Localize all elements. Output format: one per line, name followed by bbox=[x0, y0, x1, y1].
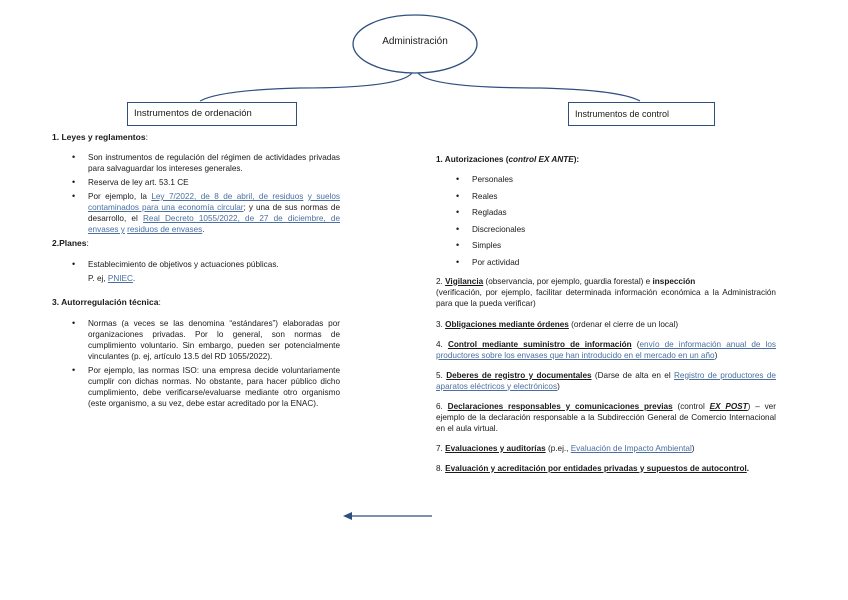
list-item: • Por ejemplo, la Ley 7/2022, de 8 de abril, de residuos y suelos contaminados para una economía circular; y una de sus normas de desarrollo, el Real Decreto 1055/2022, de 27 de diciembre, de envases y residuos de envases. bbox=[66, 191, 340, 235]
item-declaraciones: 6. Declaraciones responsables y comunicaciones previas (control EX POST) – ver ejemplo de la declaración responsable a la Subdirección General de Comercio Internacional en el aula virtual. bbox=[436, 401, 776, 433]
root-node: Administración bbox=[382, 36, 448, 47]
link-suelos-contaminados[interactable]: y suelos contaminados para una economía circular bbox=[88, 192, 340, 212]
item-obligaciones: 3. Obligaciones mediante órdenes (ordenar el cierre de un local) bbox=[436, 319, 679, 329]
planes-example: P. ej, PNIEC. bbox=[88, 274, 136, 283]
section-planes-heading: 2.Planes: bbox=[52, 238, 89, 248]
link-pniec[interactable]: PNIEC bbox=[107, 274, 133, 283]
item-deberes-registro: 5. Deberes de registro y documentales (Darse de alta en el Registro de productores de aparatos eléctricos y electrónicos) bbox=[436, 370, 776, 391]
link-registro-productores[interactable]: Registro de productores de aparatos eléctricos y electrónicos bbox=[436, 370, 776, 391]
list-item: • Reserva de ley art. 53.1 CE bbox=[66, 177, 340, 188]
leyes-list bbox=[66, 152, 340, 235]
list-item: • Discrecionales bbox=[450, 224, 776, 235]
link-evaluacion-impacto[interactable]: Evaluación de Impacto Ambiental bbox=[570, 443, 692, 453]
list-item: • Simples bbox=[450, 240, 776, 251]
list-item: • Reales bbox=[450, 191, 776, 202]
list-item: • Regladas bbox=[450, 207, 776, 218]
right-column bbox=[436, 154, 776, 474]
link-real-decreto-1055[interactable]: Real Decreto 1055/2022, de 27 de diciembre, de envases y bbox=[88, 214, 340, 234]
left-category-box: Instrumentos de ordenación bbox=[127, 102, 297, 126]
item-acreditacion: 8. Evaluación y acreditación por entidades privadas y supuestos de autocontrol. bbox=[436, 463, 750, 473]
planes-list bbox=[66, 259, 340, 270]
left-column bbox=[52, 132, 340, 409]
list-item: • Personales bbox=[450, 174, 776, 185]
item-vigilancia: 2. Vigilancia (observancia, por ejemplo, guardia forestal) e inspección (verificación, por ejemplo, facilitar determinada información económica a la Administración para que la pueda verificar) bbox=[436, 276, 776, 308]
list-item: • Por actividad bbox=[450, 257, 776, 268]
section-leyes-heading: 1. Leyes y reglamentos: bbox=[52, 132, 148, 142]
list-item: • Son instrumentos de regulación del régimen de actividades privadas para salvaguardar los intereses generales. bbox=[66, 152, 340, 174]
autorregulacion-list bbox=[66, 318, 340, 409]
autorizaciones-list bbox=[450, 174, 776, 268]
link-envio-informacion[interactable]: envío de información anual de los productores sobre los envases que han introducido en el mercado en un año bbox=[436, 339, 777, 360]
autorizaciones-heading: 1. Autorizaciones (control EX ANTE): bbox=[436, 155, 580, 164]
section-autorregulacion-heading: 3. Autorregulación técnica: bbox=[52, 297, 161, 307]
list-item: • Por ejemplo, las normas ISO: una empresa decide voluntariamente cumplir con dichas normas. No obstante, para hacer público dicho cumplimiento, debe verificarse/evaluarse mediante otro organismo (este organismo, a su vez, debe estar acreditado por la ENAC). bbox=[66, 365, 340, 409]
list-item: • Establecimiento de objetivos y actuaciones públicas. bbox=[66, 259, 340, 270]
connector-left bbox=[200, 73, 412, 101]
connector-right bbox=[418, 73, 640, 101]
list-item: • Normas (a veces se las denomina “estándares”) elaboradas por organizaciones privadas. Por lo general, son normas de cumplimiento voluntario. Sin embargo, pueden ser potencialmente vinculantes (p. ej, artículo 13.5 del RD 1055/2022). bbox=[66, 318, 340, 362]
right-category-box: Instrumentos de control bbox=[568, 102, 715, 126]
item-suministro-informacion: 4. Control mediante suministro de información (envío de información anual de los productores sobre los envases que han introducido en el mercado en un año) bbox=[436, 339, 777, 360]
arrow-head bbox=[343, 512, 352, 520]
item-evaluaciones: 7. Evaluaciones y auditorías (p.ej., Evaluación de Impacto Ambiental) bbox=[436, 443, 695, 453]
link-residuos-envases[interactable]: residuos de envases bbox=[127, 225, 203, 234]
link-ley-7-2022[interactable]: Ley 7/2022, de 8 de abril, de residuos bbox=[151, 192, 304, 201]
